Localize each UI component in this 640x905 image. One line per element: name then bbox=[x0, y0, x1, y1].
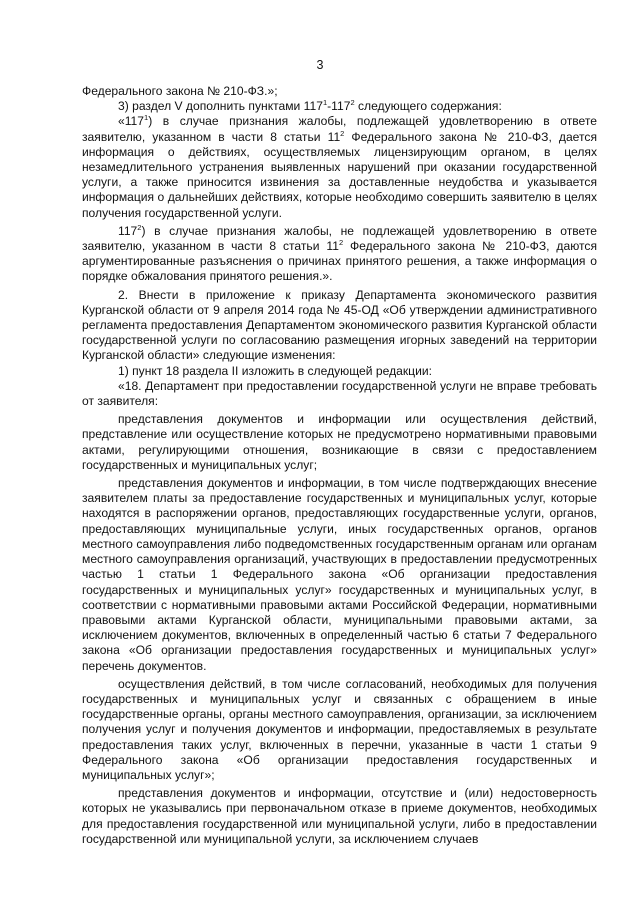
superscript: 2 bbox=[350, 98, 355, 108]
paragraph-p4 bbox=[82, 288, 597, 364]
text-span: Федерального закона № 210-ФЗ, даются аргументированные разъяснения о причинах принятого решения, а также информация о порядке обжалования принятого решения.». bbox=[82, 239, 597, 284]
text-span: представления документов и информации, отсутствие и (или) недостоверность которых не указывались при первоначальном отказе в приеме документов, необходимых для предоставления государственной или муниципальной услуги, либо в предоставлении государственной или муниципальной услуги, за исключением случаев bbox=[82, 786, 597, 846]
paragraph-p10 bbox=[82, 786, 597, 847]
text-span: ) в случае признания жалобы, подлежащей удовлетворению в ответе заявителю, указанном в части 8 статьи 11 bbox=[82, 114, 597, 144]
text-span: «117 bbox=[118, 114, 145, 129]
text-span: Федерального закона № 210-ФЗ, дается информация о действиях, осуществляемых лицензирующим органом, в целях незамедлительного устранения выявленных нарушений при оказании государственной услуги, а также приносится извинения за доставленные неудобства и указывается информация о дальнейших действиях, которые необходимо совершить заявителю в целях получения государственной услуги. bbox=[82, 129, 597, 220]
superscript: 1 bbox=[144, 113, 149, 123]
text-span: ) в случае признания жалобы, не подлежащей удовлетворению в ответе заявителю, указанном в части 8 статьи 11 bbox=[82, 223, 597, 254]
document-body bbox=[82, 84, 597, 847]
paragraph-p8 bbox=[82, 476, 597, 674]
text-span: следующего содержания: bbox=[354, 99, 502, 114]
text-span: 3) раздел V дополнить пунктами 117 bbox=[118, 99, 323, 114]
paragraph-p6 bbox=[82, 379, 597, 409]
text-span: «18. Департамент при предоставлении государственной услуги не вправе требовать от заявителя: bbox=[82, 378, 597, 409]
text-span: Федерального закона № 210-ФЗ.»; bbox=[82, 84, 278, 98]
text-span: 2. Внести в приложение к приказу Департамента экономического развития Курганской области от 9 апреля 2014 года № 45-ОД «Об утверждении административного регламента предоставления Департаментом экономического развития Курганской области государственной услуги по согласованию размещения игорных заведений на территории Курганской области» следующие изменения: bbox=[82, 287, 597, 363]
text-span: -117 bbox=[327, 99, 351, 114]
paragraph-p1 bbox=[82, 99, 597, 114]
text-span: представления документов и информации или осуществления действий, представление или осуществление которых не предусмотрено нормативными правовыми актами, регулирующими отношения, возникающие в связи с предоставлением государственных и муниципальных услуг; bbox=[82, 412, 597, 472]
paragraph-p3 bbox=[82, 224, 597, 285]
superscript: 1 bbox=[322, 98, 328, 108]
text-span: представления документов и информации, в том числе подтверждающих внесение заявителем платы за предоставление государственных и муниципальных услуг, которые находятся в распоряжении органов, предоставляющих государственные услуги, органов, предоставляющих муниципальные услуги, иных государственных органов, органов местного самоуправления либо подведомственных государственным органам или органам местного самоуправления организаций, участвующих в предоставлении предусмотренных частью 1 статьи 1 Федерального закона «Об организации предоставления государственных и муниципальных услуг» государственных и муниципальных услуг, в соответствии с нормативными правовыми актами Российской Федерации, нормативными правовыми актами Курганской области, муниципальными правовыми актами, за исключением документов, включенных в определенный частью 6 статьи 7 Федерального закона «Об организации предоставления государственных и муниципальных услуг» перечень документов. bbox=[82, 476, 597, 673]
paragraph-p9 bbox=[82, 677, 597, 783]
paragraph-p5 bbox=[82, 364, 597, 379]
superscript: 2 bbox=[137, 222, 142, 232]
paragraph-p0 bbox=[82, 84, 597, 99]
text-span: 1) пункт 18 раздела II изложить в следующей редакции: bbox=[118, 363, 432, 378]
paragraph-p7 bbox=[82, 412, 597, 473]
page-number: 3 bbox=[316, 58, 324, 72]
superscript: 2 bbox=[338, 238, 344, 248]
paragraph-p2 bbox=[82, 114, 597, 220]
superscript: 2 bbox=[340, 128, 345, 138]
text-span: 117 bbox=[118, 223, 138, 238]
text-span: осуществления действий, в том числе согласований, необходимых для получения государственных и муниципальных услуг и связанных с обращением в иные государственные органы, органы местного самоуправления, организации, за исключением получения услуг и получения документов и информации, предоставляемых в результате предоставления таких услуг, включенных в перечни, указанные в части 1 статьи 9 Федерального закона «Об организации предоставления государственных и муниципальных услуг»; bbox=[82, 676, 597, 782]
